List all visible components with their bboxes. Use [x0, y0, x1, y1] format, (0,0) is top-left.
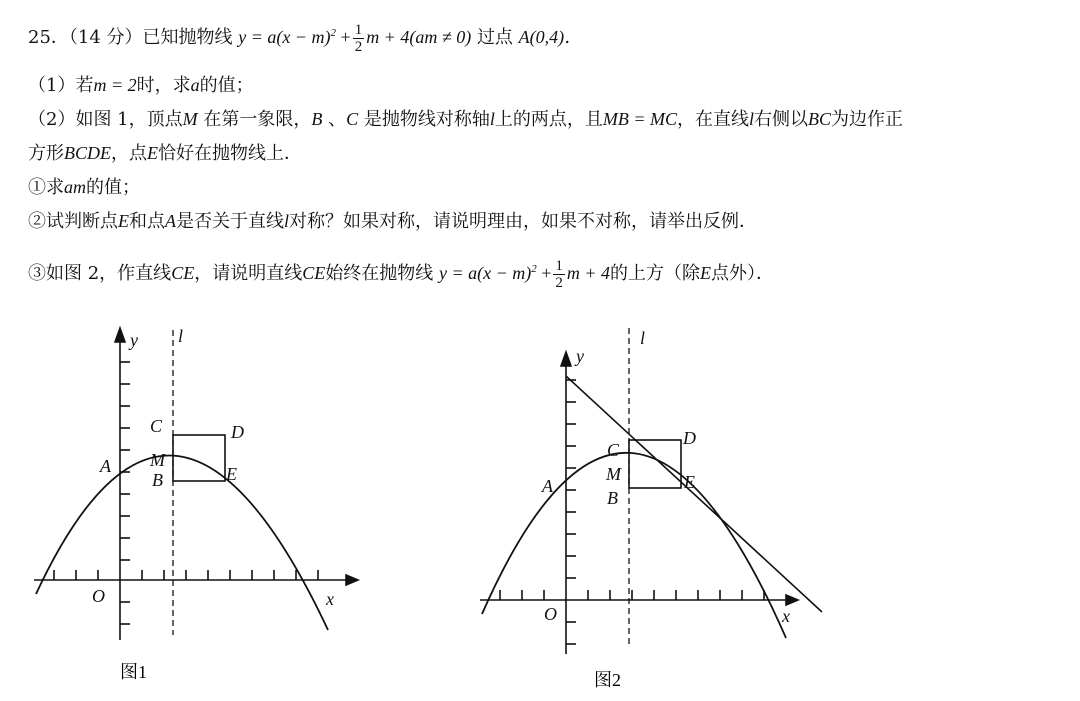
x-axis-arrow [346, 575, 358, 585]
fig1-x-label: x [326, 589, 334, 609]
fig1-l-label: l [178, 326, 184, 346]
question-number: 25．（14 分） [28, 27, 143, 48]
fig2-b-label: B [607, 488, 618, 508]
line-ce [566, 376, 822, 612]
fig2-a-label: A [542, 476, 553, 496]
part-1: （1）若m = 2时，求a的值； [28, 75, 254, 96]
fig2-e-label: E [684, 472, 695, 492]
fig1-origin-label: O [92, 586, 105, 606]
fig2-d-label: D [683, 428, 696, 448]
sub-question-3: ③如图 2，作直线CE，请说明直线CE始终在抛物线 $y = a(x - m)^2$ + $\frac{1}{2}$ m + 4的上方（除E点外）． [28, 258, 775, 292]
y-axis-arrow [115, 328, 125, 342]
sub-question-2: ②试判断点E和点A是否关于直线l对称？如果对称，请说明理由，如果不对称，请举出反例． [28, 211, 758, 232]
parabola [482, 453, 786, 638]
part-2-line-1: （2）如图 1，顶点M 在第一象限，B 、C 是抛物线对称轴l上的两点，且MB = MC，在直线l右侧以BC为边作正 [28, 109, 904, 130]
fig1-a-label: A [100, 456, 111, 476]
fig1-e-label: E [226, 464, 237, 484]
fig1-m-label: M [150, 450, 165, 470]
y-axis-arrow [561, 352, 571, 366]
sub-question-1: ①求am的值； [28, 177, 140, 198]
fig1-y-label: y [130, 330, 138, 350]
square-bcde [173, 435, 225, 481]
parabola-formula: $y = a(x - m)^2$ + $\frac{1}{2}$ m + 4(am ≠ 0) [238, 22, 472, 56]
passes-text: 过点 [476, 27, 513, 48]
figure-1 [28, 320, 368, 690]
fig2-c-label: C [607, 440, 620, 460]
fig1-c-label: C [150, 416, 163, 436]
figure-1-caption: 图1 [120, 662, 147, 682]
question-lead: 已知抛物线 [142, 27, 233, 48]
fig2-l-label: l [640, 328, 646, 348]
square-bcde [629, 440, 681, 488]
figure-2 [474, 320, 834, 698]
part-2-line-2: 方形BCDE，点E恰好在抛物线上． [28, 143, 302, 164]
fig1-d-label: D [231, 422, 244, 442]
fig1-b-label: B [152, 470, 163, 490]
fig2-origin-label: O [544, 604, 557, 624]
fig2-x-label: x [782, 606, 790, 626]
question-header [28, 20, 582, 55]
point-a: A(0,4)． [518, 27, 583, 47]
x-axis-arrow [786, 595, 798, 605]
fig2-m-label: M [606, 464, 621, 484]
figure-2-caption: 图2 [594, 670, 621, 690]
fig2-y-label: y [576, 346, 584, 366]
